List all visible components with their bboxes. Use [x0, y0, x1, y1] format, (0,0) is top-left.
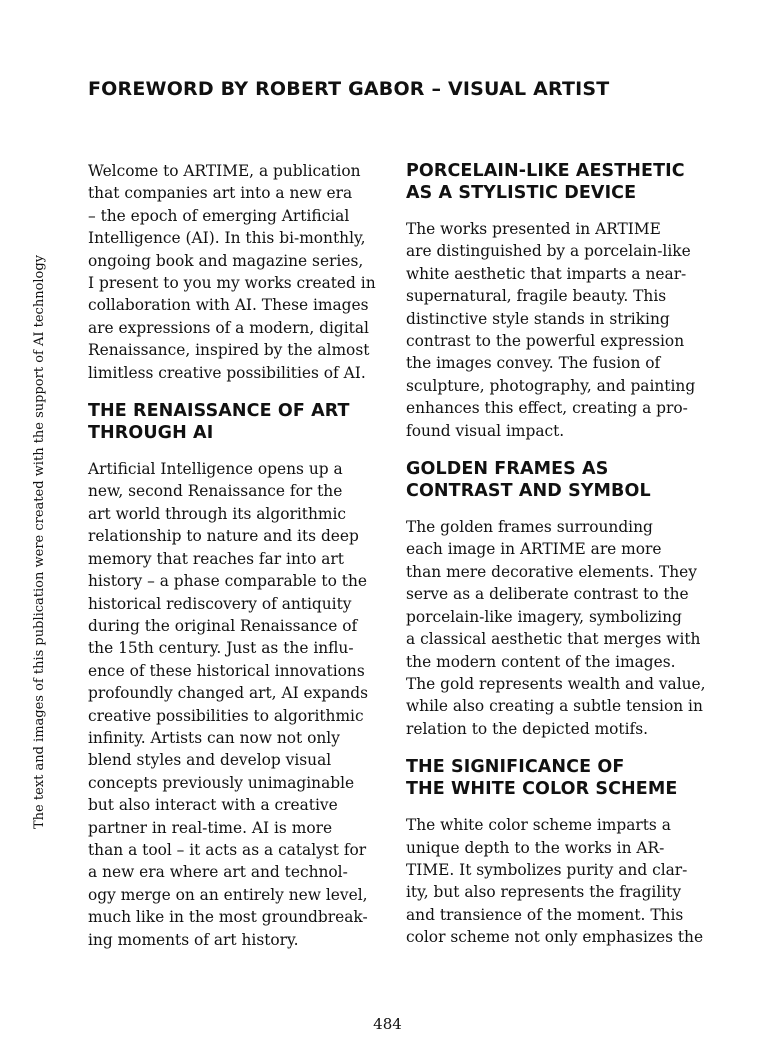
- text-line: historical rediscovery of antiquity: [88, 594, 352, 613]
- text-line: found visual impact.: [406, 421, 565, 440]
- text-line: Intelligence (AI). In this bi-monthly,: [88, 229, 366, 248]
- text-line: the 15th century. Just as the influ-: [88, 639, 354, 658]
- text-line: The gold represents wealth and value,: [406, 674, 706, 693]
- text-line: creative possibilities to algorithmic: [88, 706, 364, 725]
- text-line: than mere decorative elements. They: [406, 562, 697, 581]
- text-line: enhances this effect, creating a pro-: [406, 399, 688, 418]
- heading-line: PORCELAIN-LIKE AESTHETIC: [406, 161, 685, 181]
- text-line: The works presented in ARTIME: [406, 220, 661, 238]
- text-line: relation to the depicted motifs.: [406, 719, 649, 738]
- text-line: each image in ARTIME are more: [406, 540, 662, 559]
- text-line: ity, but also represents the fragility: [406, 883, 682, 902]
- intro-paragraph: [88, 160, 378, 384]
- text-line: Welcome to ARTIME, a publication: [88, 162, 361, 180]
- text-line: profoundly changed art, AI expands: [88, 684, 369, 703]
- golden-frames-paragraph: [406, 516, 706, 740]
- text-line: are expressions of a modern, digital: [88, 318, 369, 337]
- text-line: unique depth to the works in AR-: [406, 838, 665, 857]
- text-line: blend styles and develop visual: [88, 751, 332, 770]
- porcelain-paragraph: [406, 218, 696, 442]
- section-heading-renaissance: [88, 400, 378, 444]
- side-note-vertical: The text and images of this publication were created with the support of AI technology: [32, 254, 47, 829]
- text-line: Renaissance, inspired by the almost: [88, 341, 370, 360]
- text-line: collaboration with AI. These images: [88, 296, 369, 315]
- text-line: contrast to the powerful expression: [406, 332, 685, 351]
- white-color-paragraph: [406, 814, 704, 948]
- heading-line: THE WHITE COLOR SCHEME: [406, 779, 678, 800]
- text-line: are distinguished by a porcelain-like: [406, 242, 691, 261]
- text-line: infinity. Artists can now not only: [88, 728, 340, 747]
- text-line: a classical aesthetic that merges with: [406, 630, 701, 649]
- section-heading-golden-frames: [406, 458, 696, 502]
- text-line: ongoing book and magazine series,: [88, 251, 364, 270]
- text-line: sculpture, photography, and painting: [406, 376, 696, 395]
- text-line: art world through its algorithmic: [88, 504, 346, 523]
- text-line: history – a phase comparable to the: [88, 572, 367, 591]
- text-line: partner in real-time. AI is more: [88, 818, 333, 837]
- text-line: distinctive style stands in striking: [406, 309, 670, 328]
- text-line: – the epoch of emerging Artificial: [88, 206, 350, 225]
- text-line: porcelain-like imagery, symbolizing: [406, 607, 682, 626]
- text-line: but also interact with a creative: [88, 796, 338, 815]
- right-column: [406, 160, 706, 965]
- text-line: I present to you my works created in: [88, 274, 376, 293]
- text-line: The white color scheme imparts a: [406, 816, 671, 835]
- text-line: TIME. It symbolizes purity and clar-: [406, 860, 688, 879]
- text-line: much like in the most groundbreak-: [88, 908, 368, 927]
- text-line: and transience of the moment. This: [406, 905, 684, 924]
- text-line: the images convey. The fusion of: [406, 354, 661, 373]
- text-line: ence of these historical innovations: [88, 661, 365, 680]
- text-line: color scheme not only emphasizes the: [406, 928, 704, 947]
- heading-line: CONTRAST AND SYMBOL: [406, 481, 651, 502]
- heading-line: THE SIGNIFICANCE OF: [406, 757, 625, 778]
- text-line: than a tool – it acts as a catalyst for: [88, 840, 367, 859]
- text-line: while also creating a subtle tension in: [406, 697, 703, 716]
- text-line: ing moments of art history.: [88, 930, 299, 949]
- text-line: serve as a deliberate contrast to the: [406, 585, 689, 604]
- text-line: ogy merge on an entirely new level,: [88, 885, 368, 904]
- section-heading-porcelain: [406, 160, 696, 204]
- text-line: limitless creative possibilities of AI.: [88, 363, 366, 382]
- heading-line: THE RENAISSANCE OF ART: [88, 401, 350, 422]
- text-line: a new era where art and technol-: [88, 863, 348, 882]
- text-line: the modern content of the images.: [406, 652, 676, 671]
- section-heading-white-color: [406, 756, 696, 800]
- text-line: relationship to nature and its deep: [88, 527, 359, 546]
- text-line: white aesthetic that imparts a near-: [406, 264, 687, 283]
- text-line: during the original Renaissance of: [88, 616, 358, 635]
- page-number: 484: [373, 1015, 402, 1033]
- page-title: FOREWORD BY ROBERT GABOR – VISUAL ARTIST: [88, 78, 610, 100]
- text-line: supernatural, fragile beauty. This: [406, 287, 667, 306]
- heading-line: THROUGH AI: [88, 423, 214, 444]
- text-line: that companies art into a new era: [88, 184, 353, 203]
- left-column: [88, 160, 378, 967]
- heading-line: GOLDEN FRAMES AS: [406, 459, 609, 480]
- text-line: The golden frames surrounding: [406, 518, 653, 537]
- heading-line: AS A STYLISTIC DEVICE: [406, 183, 637, 203]
- text-line: concepts previously unimaginable: [88, 773, 355, 792]
- text-line: Artificial Intelligence opens up a: [88, 460, 343, 479]
- text-line: memory that reaches far into art: [88, 549, 344, 568]
- renaissance-paragraph: [88, 458, 378, 951]
- text-line: new, second Renaissance for the: [88, 482, 343, 501]
